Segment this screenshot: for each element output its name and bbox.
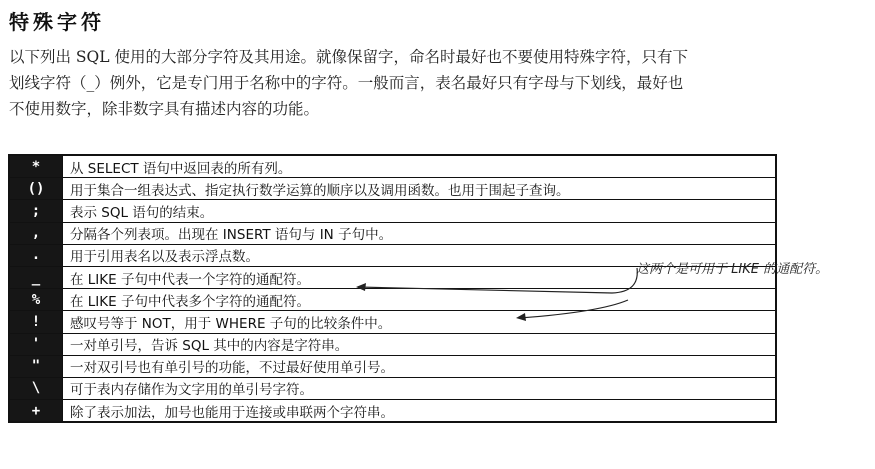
description-cell: 用于引用表名以及表示浮点数。 [63,244,777,266]
symbol-cell: _ [9,266,63,288]
description-cell: 表示 SQL 语句的结束。 [63,200,777,222]
symbol-cell: () [9,178,63,200]
arrowhead-icon [356,283,366,291]
arrow-to-percent-row [520,300,628,318]
description-cell: 一对单引号，告诉 SQL 其中的内容是字符串。 [63,333,777,355]
description-cell: 分隔各个列表项。出现在 INSERT 语句与 IN 子句中。 [63,222,777,244]
symbol-cell: . [9,244,63,266]
handwritten-annotation: 这两个是可用于 LIKE 的通配符。 [636,262,829,277]
arrow-to-underscore-row [358,268,637,293]
description-cell: 可于表内存储作为文字用的单引号字符。 [63,377,777,399]
description-cell: 在 LIKE 子句中代表多个字符的通配符。 [63,289,777,311]
symbol-cell: % [9,289,63,311]
symbol-cell: \ [9,377,63,399]
description-cell: 在 LIKE 子句中代表一个字符的通配符。 [63,266,777,288]
description-cell: 从 SELECT 语句中返回表的所有列。 [63,155,777,178]
description-cell: 一对双引号也有单引号的功能，不过最好使用单引号。 [63,355,777,377]
symbol-cell: , [9,222,63,244]
description-cell: 用于集合一组表达式、指定执行数学运算的顺序以及调用函数。也用于围起子查询。 [63,178,777,200]
intro-line: 不使用数字，除非数字具有描述内容的功能。 [9,100,320,118]
symbol-cell: ' [9,333,63,355]
description-cell: 感叹号等于 NOT，用于 WHERE 子句的比较条件中。 [63,311,777,333]
symbol-cell: ! [9,311,63,333]
section-title: 特殊字符 [9,10,105,34]
intro-line: 以下列出 SQL 使用的大部分字符及其用途。就像保留字，命名时最好也不要使用特殊字符，只有下 [9,48,688,66]
description-cell: 除了表示加法，加号也能用于连接或串联两个字符串。 [63,400,777,423]
symbol-cell: ; [9,200,63,222]
symbol-cell: " [9,355,63,377]
arrowhead-icon [516,313,526,321]
intro-line: 划线字符（_）例外，它是专门用于名称中的字符。一般而言，表名最好只有字母与下划线，最好也 [9,74,684,92]
symbol-cell: * [9,155,63,178]
symbol-cell: + [9,400,63,423]
